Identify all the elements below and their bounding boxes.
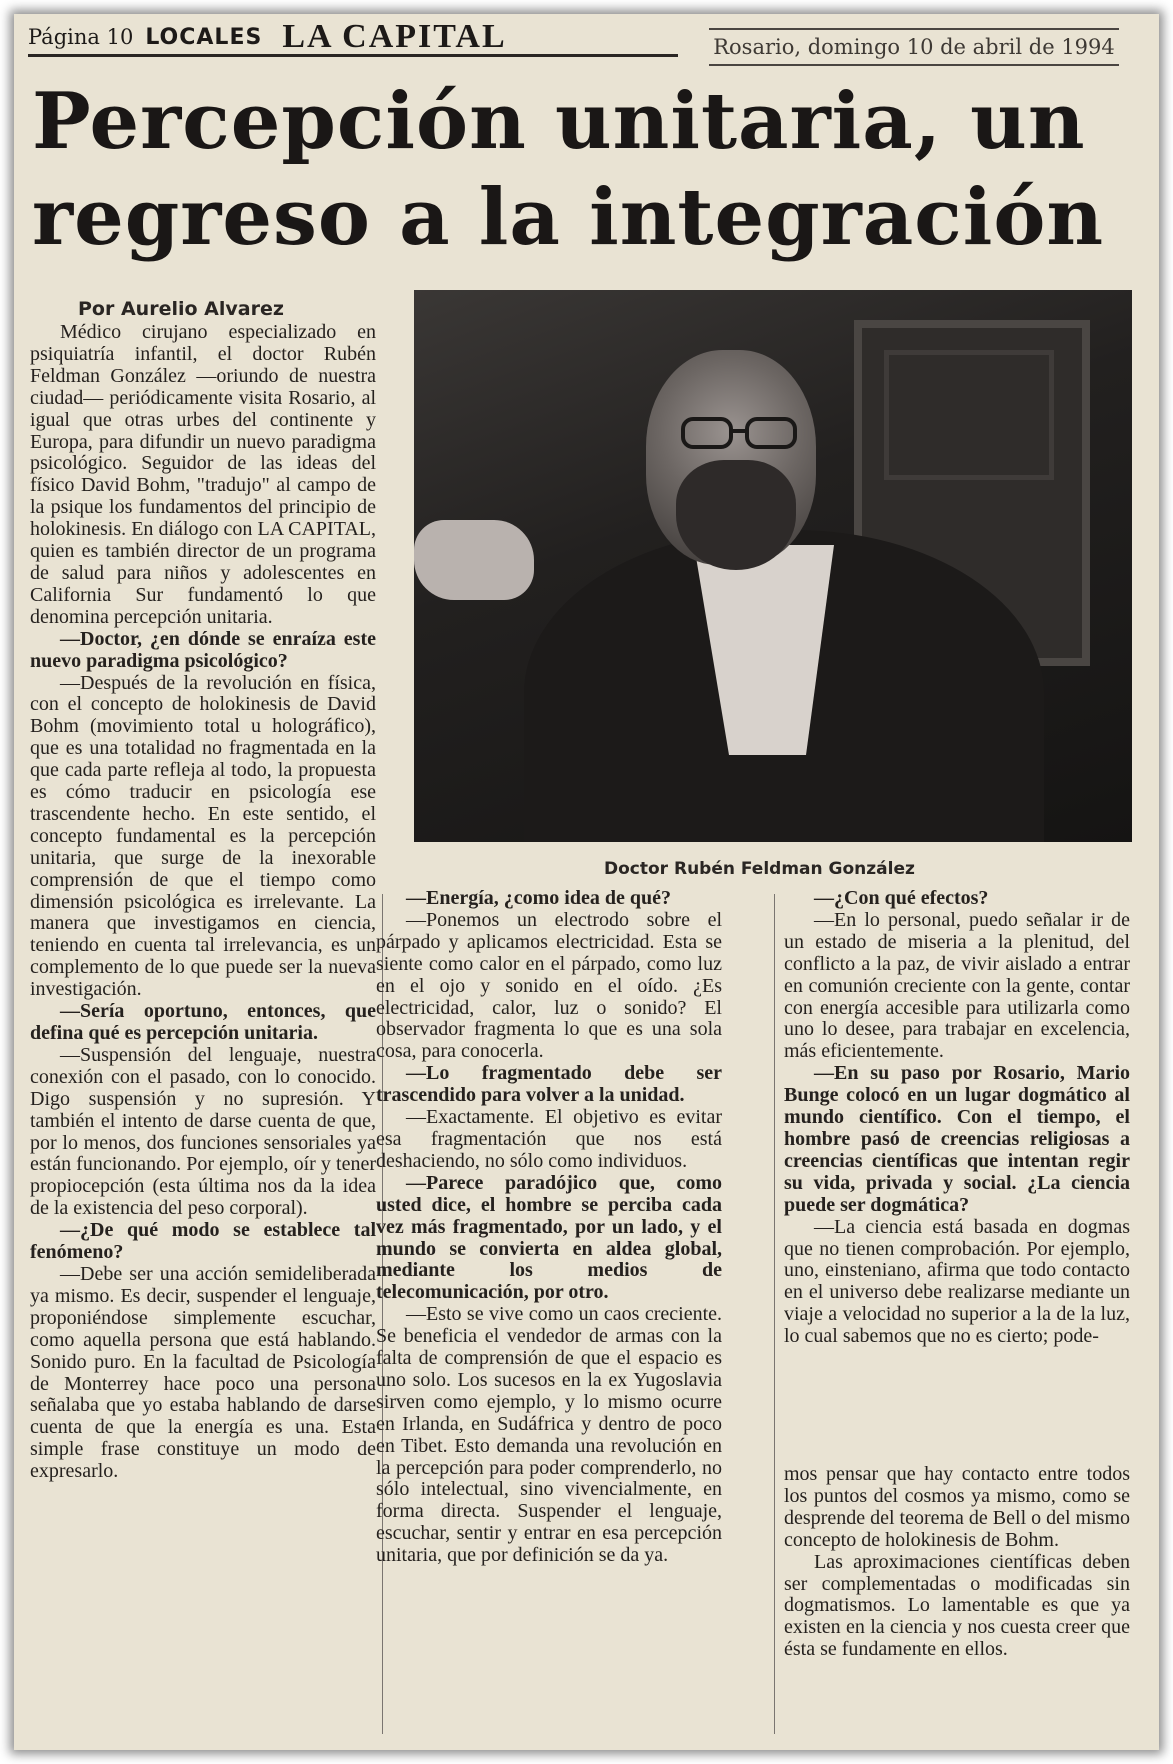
paragraph: mos pensar que hay contacto entre todos los puntos del cosmos ya mismo, como se desprende del teorema de Bell o del mismo concepto de holokinesis de Bohm. (784, 1463, 1131, 1551)
article-column-3 (784, 888, 1130, 1348)
photo-door-panel (884, 350, 1054, 480)
paragraph: —Exactamente. El objetivo es evitar esa fragmentación que nos está deshaciendo, no sólo como individuos. (376, 1106, 722, 1172)
question: —¿Con qué efectos? (814, 887, 989, 909)
section-name: LOCALES (145, 24, 263, 50)
article-column-2 (376, 888, 722, 1567)
column-divider (774, 894, 775, 1734)
article-column-3-continued (784, 1464, 1130, 1661)
paragraph: Médico cirujano especializado en psiquiatría infantil, el doctor Rubén Feldman González —oriundo de nuestra ciudad— periódicamente visita Rosario, al igual que otras urbes del continente y Europa, para difundir un nuevo paradigma psicológico. Seguidor de las ideas del físico David Bohm, "tradujo" al campo de la psique los fundamentos del principio de holokinesis. En diálogo con LA CAPITAL, quien es también director de un programa de salud para niños y adolescentes en California Sur fundamentó lo que denomina percepción unitaria. (30, 321, 376, 628)
question: —¿De qué modo se establece tal fenómeno? (30, 1219, 376, 1264)
question: —En su paso por Rosario, Mario Bunge colocó en un lugar dogmático al mundo científico. Con el tiempo, el hombre pasó de creencias religiosas a creencias científicas que intentan regir su vida, privada y social. ¿La ciencia puede ser dogmática? (784, 1062, 1130, 1216)
paragraph: —En lo personal, puedo señalar ir de un estado de miseria a la plenitud, del conflicto a la paz, de vivir aislado a entrar en comunión creciente con la gente, contar con energía accesible para utilizarla como uno lo desee, para trabajar en excelencia, más eficientemente. (784, 908, 1130, 1063)
paragraph: —Esto se vive como un caos creciente. Se beneficia el vendedor de armas con la falta de comprensión de que el espacio es uno solo. Los sucesos en la ex Yugoslavia sirven como ejemplo, y lo mismo ocurre en Irlanda, en Sudáfrica y dentro de poco en Tibet. Esto demanda una revolución en la percepción para poder comprenderlo, no sólo intelectual, sino vivencialmente, en forma directa. Suspender el lenguaje, escuchar, sentir y entrar en esa percepción unitaria, que por definición se da ya. (376, 1303, 722, 1567)
page-number: Página 10 (28, 25, 134, 49)
paragraph: Las aproximaciones científicas deben ser complementadas o modificadas sin dogmatismos. Lo lamentable es que ya existen en la ciencia y nos cuesta creer que ésta se fundamente en ellos. (784, 1550, 1130, 1661)
question: —Doctor, ¿en dónde se enraíza este nuevo paradigma psicológico? (30, 627, 376, 672)
question: —Lo fragmentado debe ser trascendido para volver a la unidad. (376, 1062, 722, 1107)
question: —Energía, ¿como idea de qué? (406, 887, 671, 909)
paragraph: —Suspensión del lenguaje, nuestra conexión con el pasado, con lo conocido. Digo suspensión y no supresión. Y también el intento de darse cuenta de que, por lo menos, dos funciones sensoriales ya están funcionando. Por ejemplo, oír y tener propiocepción (esta última nos da la idea de la existencia del peso corporal). (30, 1043, 376, 1220)
masthead (28, 20, 678, 57)
paragraph: —La ciencia está basada en dogmas que no tienen comprobación. Por ejemplo, uno, einsteniano, afirma que todo contacto en el universo debe realizarse mediante un viaje a velocidad no superior a la de la luz, lo cual sabemos que no es cierto; pode- (784, 1215, 1130, 1348)
paragraph: —Debe ser una acción semideliberada ya mismo. Es decir, suspender el lenguaje, proponiéndose simplemente escuchar, como aquella persona que está hablando. Sonido puro. En la facultad de Psicología de Monterrey hace poco una persona señalaba que yo estaba hablando de darse cuenta de que la energía es una. Esta simple frase constituye un modo de expresarlo. (30, 1262, 376, 1483)
portrait-photo (414, 290, 1132, 842)
headline: Percepción unitaria, un regreso a la integración (32, 76, 1105, 263)
newspaper-name: LA CAPITAL (282, 18, 507, 55)
photo-hand (414, 520, 534, 600)
byline: Por Aurelio Alvarez (78, 298, 284, 320)
question: —Sería oportuno, entonces, que defina qué es percepción unitaria. (30, 1000, 376, 1044)
dateline: Rosario, domingo 10 de abril de 1994 (709, 28, 1119, 66)
photo-caption: Doctor Rubén Feldman González (604, 859, 915, 879)
photo-glasses (679, 415, 799, 451)
question: —Parece paradójico que, como usted dice, el hombre se perciba cada vez más fragmentado, por un lado, y el mundo se convierta en aldea global, mediante los medios de telecomunicación, por otro. (376, 1171, 722, 1304)
paragraph: —Después de la revolución en física, con el concepto de holokinesis de David Bohm (movimiento total u holográfico), que es una totalidad no fragmentada en la que cada parte refleja al todo, la propuesta es cómo traducir en psicología ese trascendente hecho. En este sentido, el concepto fundamental es la percepción unitaria, que surge de la inexorable comprensión de que el tiempo como dimensión psicológica es irrelevante. La manera que investigamos en ciencia, teniendo en cuenta tal irrelevancia, es un complemento de lo que puede ser la nueva investigación. (30, 671, 376, 1001)
article-column-1 (30, 322, 376, 1483)
photo-beard (676, 460, 796, 570)
paragraph: —Ponemos un electrodo sobre el párpado y aplicamos electricidad. Esta se siente como calor en el párpado, como luz en el ojo y sonido en el oído. ¿Es electricidad, calor, luz o sonido? El observador fragmenta lo que es una sola cosa, para conocerla. (376, 908, 722, 1063)
newspaper-clipping (14, 14, 1159, 1750)
